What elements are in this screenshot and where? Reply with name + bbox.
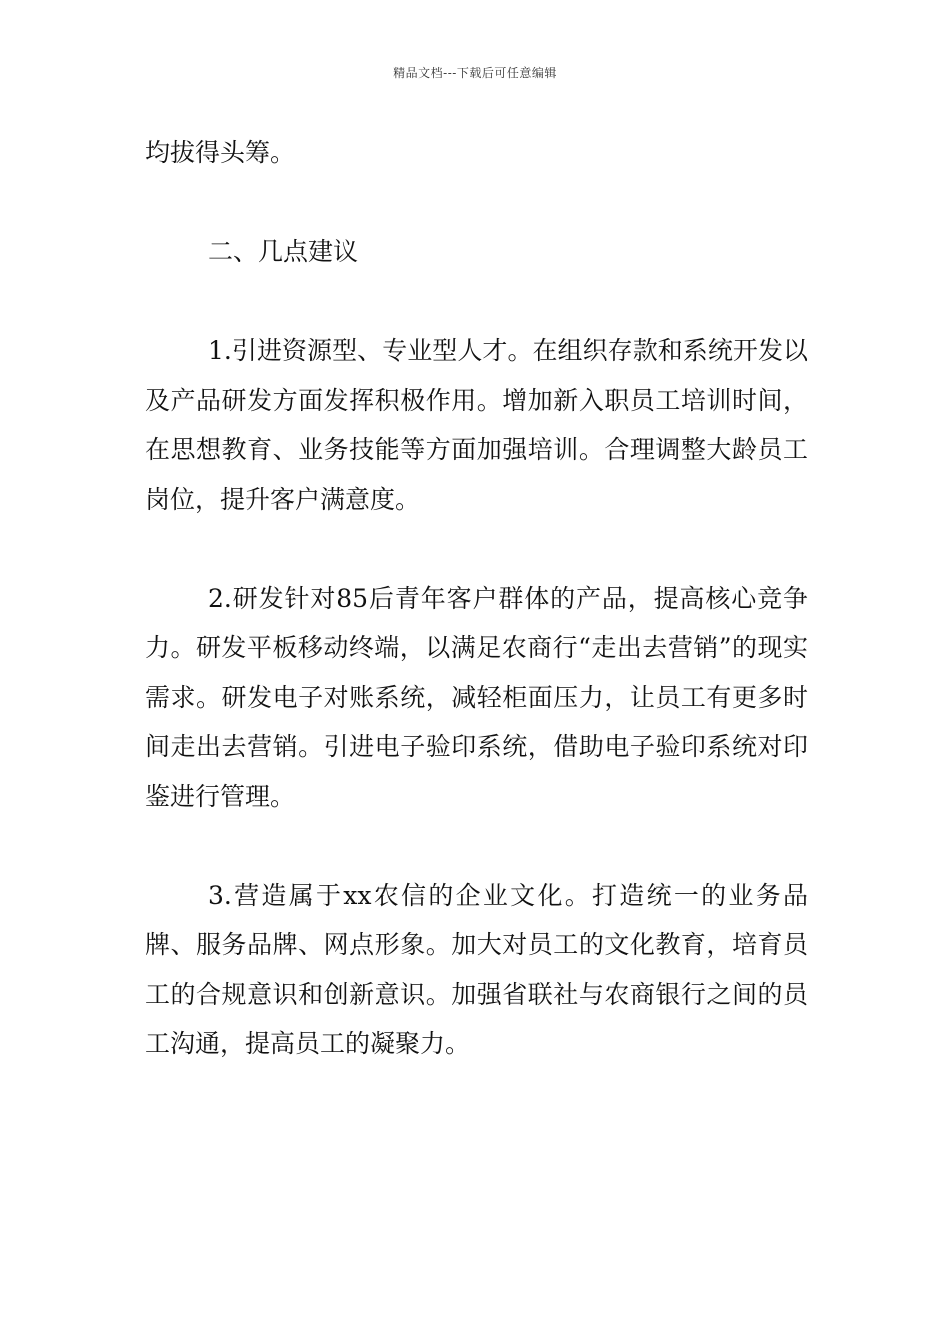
paragraph-gap xyxy=(145,277,808,327)
paragraph-suggestion-2: 2.研发针对85后青年客户群体的产品，提高核心竞争力。研发平板移动终端，以满足农商行“走出去营销”的现实需求。研发电子对账系统，减轻柜面压力，让员工有更多时间走出去营销。引进电子验印系统，借助电子验印系统对印鉴进行管理。 xyxy=(145,583,808,811)
paragraph-suggestion-1: 1.引进资源型、专业型人才。在组织存款和系统开发以及产品研发方面发挥积极作用。增加新入职员工培训时间，在思想教育、业务技能等方面加强培训。合理调整大龄员工岗位，提升客户满意度。 xyxy=(145,336,808,514)
page-header: 精品文档---下载后可任意编辑 xyxy=(393,66,557,80)
section-heading: 二、几点建议 xyxy=(208,237,359,266)
paragraph-gap xyxy=(145,178,808,228)
document-body xyxy=(145,128,808,1069)
paragraph-gap xyxy=(145,821,808,871)
paragraph-suggestion-3: 3.营造属于xx农信的企业文化。打造统一的业务品牌、服务品牌、网点形象。加大对员工的文化教育，培育员工的合规意识和创新意识。加强省联社与农商银行之间的员工沟通，提高员工的凝聚力。 xyxy=(145,880,808,1058)
paragraph-continuation: 均拔得头筹。 xyxy=(145,138,296,167)
paragraph-gap xyxy=(145,524,808,574)
